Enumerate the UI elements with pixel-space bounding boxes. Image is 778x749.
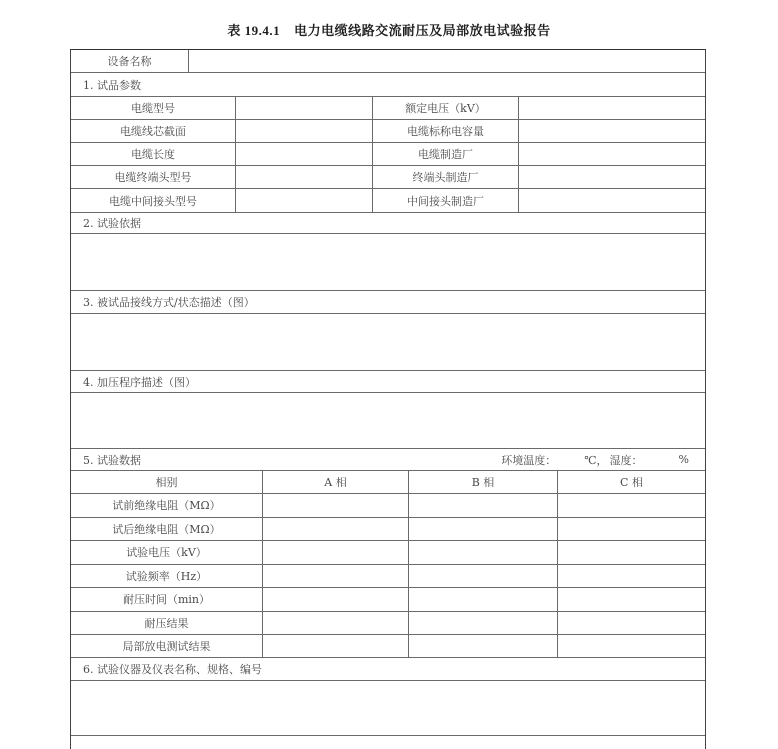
param-value-field[interactable] xyxy=(519,166,705,188)
section3-heading: 3. 被试品接线方式/状态描述（图） xyxy=(83,296,255,309)
section5-heading-row xyxy=(71,449,705,471)
param-value-field[interactable] xyxy=(519,143,705,165)
param-row xyxy=(71,120,705,143)
param-value-field[interactable] xyxy=(519,189,705,212)
section2-content-area[interactable] xyxy=(71,234,705,291)
param-value-field[interactable] xyxy=(236,97,373,119)
section2-heading: 2. 试验依据 xyxy=(83,217,141,230)
param-row xyxy=(71,189,705,213)
title-text: 电力电缆线路交流耐压及局部放电试验报告 xyxy=(294,24,551,39)
humidity-label: 湿度： xyxy=(609,453,643,467)
param-label: 中间接头制造厂 xyxy=(373,189,519,212)
param-value-field[interactable] xyxy=(519,120,705,142)
section4-content-area[interactable] xyxy=(71,393,705,449)
section3-content-area[interactable] xyxy=(71,314,705,371)
phase-b-field[interactable] xyxy=(409,612,558,635)
phase-c-field[interactable] xyxy=(558,588,705,611)
phase-b-field[interactable] xyxy=(409,541,558,564)
report-title xyxy=(0,20,778,39)
param-value-field[interactable] xyxy=(236,143,373,165)
table-number: 表 19.4.1 xyxy=(227,23,281,38)
row-label: 试验电压（kV） xyxy=(71,541,263,564)
row-label: 试后绝缘电阻（MΩ） xyxy=(71,518,263,541)
phase-a-field[interactable] xyxy=(263,612,409,635)
device-name-field[interactable] xyxy=(189,50,705,72)
device-name-label: 设备名称 xyxy=(71,50,189,72)
phase-c-field[interactable] xyxy=(558,494,705,517)
phase-b-field[interactable] xyxy=(409,565,558,588)
param-label: 额定电压（kV） xyxy=(373,97,519,119)
phase-a-field[interactable] xyxy=(263,518,409,541)
phase-c-field[interactable] xyxy=(558,612,705,635)
table-row xyxy=(71,588,705,612)
phase-c-field[interactable] xyxy=(558,518,705,541)
param-row xyxy=(71,97,705,120)
phase-a-field[interactable] xyxy=(263,494,409,517)
section1-heading: 1. 试品参数 xyxy=(83,78,141,92)
param-label: 电缆型号 xyxy=(71,97,236,119)
column-header-phase: 相别 xyxy=(71,471,263,493)
param-row xyxy=(71,166,705,189)
column-header-phase-b: B 相 xyxy=(409,471,558,493)
param-value-field[interactable] xyxy=(519,97,705,119)
section4-heading: 4. 加压程序描述（图） xyxy=(83,375,196,389)
section3-heading-row xyxy=(71,291,705,314)
table-row xyxy=(71,565,705,589)
param-label: 终端头制造厂 xyxy=(373,166,519,188)
phase-a-field[interactable] xyxy=(263,565,409,588)
report-form xyxy=(70,49,706,749)
table-row xyxy=(71,494,705,518)
param-label: 电缆标称电容量 xyxy=(373,120,519,142)
section6-content-area[interactable] xyxy=(71,681,705,736)
device-name-row xyxy=(71,50,705,73)
column-header-phase-a: A 相 xyxy=(263,471,409,493)
param-label: 电缆长度 xyxy=(71,143,236,165)
row-label: 试前绝缘电阻（MΩ） xyxy=(71,494,263,517)
param-row xyxy=(71,143,705,166)
phase-a-field[interactable] xyxy=(263,588,409,611)
table-row xyxy=(71,612,705,636)
phase-c-field[interactable] xyxy=(558,565,705,588)
param-label: 电缆终端头型号 xyxy=(71,166,236,188)
row-label: 耐压结果 xyxy=(71,612,263,635)
phase-c-field[interactable] xyxy=(558,541,705,564)
phase-a-field[interactable] xyxy=(263,635,409,657)
param-value-field[interactable] xyxy=(236,189,373,212)
phase-b-field[interactable] xyxy=(409,588,558,611)
row-label: 耐压时间（min） xyxy=(71,588,263,611)
temperature-unit: ℃， xyxy=(584,453,608,467)
phase-c-field[interactable] xyxy=(558,635,705,657)
phase-b-field[interactable] xyxy=(409,518,558,541)
param-value-field[interactable] xyxy=(236,120,373,142)
table-row xyxy=(71,518,705,542)
phase-b-field[interactable] xyxy=(409,635,558,657)
data-table-header xyxy=(71,471,705,494)
section1-heading-row xyxy=(71,73,705,97)
humidity-unit: % xyxy=(678,453,689,466)
environment-conditions xyxy=(499,449,689,470)
section2-heading-row xyxy=(71,213,705,234)
param-label: 电缆线芯截面 xyxy=(71,120,236,142)
param-label: 电缆中间接头型号 xyxy=(71,189,236,212)
section4-heading-row xyxy=(71,371,705,393)
row-label: 局部放电测试结果 xyxy=(71,635,263,657)
row-label: 试验频率（Hz） xyxy=(71,565,263,588)
table-row xyxy=(71,635,705,658)
table-row xyxy=(71,541,705,565)
section5-heading: 5. 试验数据 xyxy=(83,453,141,467)
param-value-field[interactable] xyxy=(236,166,373,188)
section6-heading: 6. 试验仪器及仪表名称、规格、编号 xyxy=(83,663,262,676)
section6-heading-row xyxy=(71,658,705,681)
temperature-label: 环境温度： xyxy=(501,453,557,467)
phase-a-field[interactable] xyxy=(263,541,409,564)
phase-b-field[interactable] xyxy=(409,494,558,517)
param-label: 电缆制造厂 xyxy=(373,143,519,165)
column-header-phase-c: C 相 xyxy=(620,476,643,489)
